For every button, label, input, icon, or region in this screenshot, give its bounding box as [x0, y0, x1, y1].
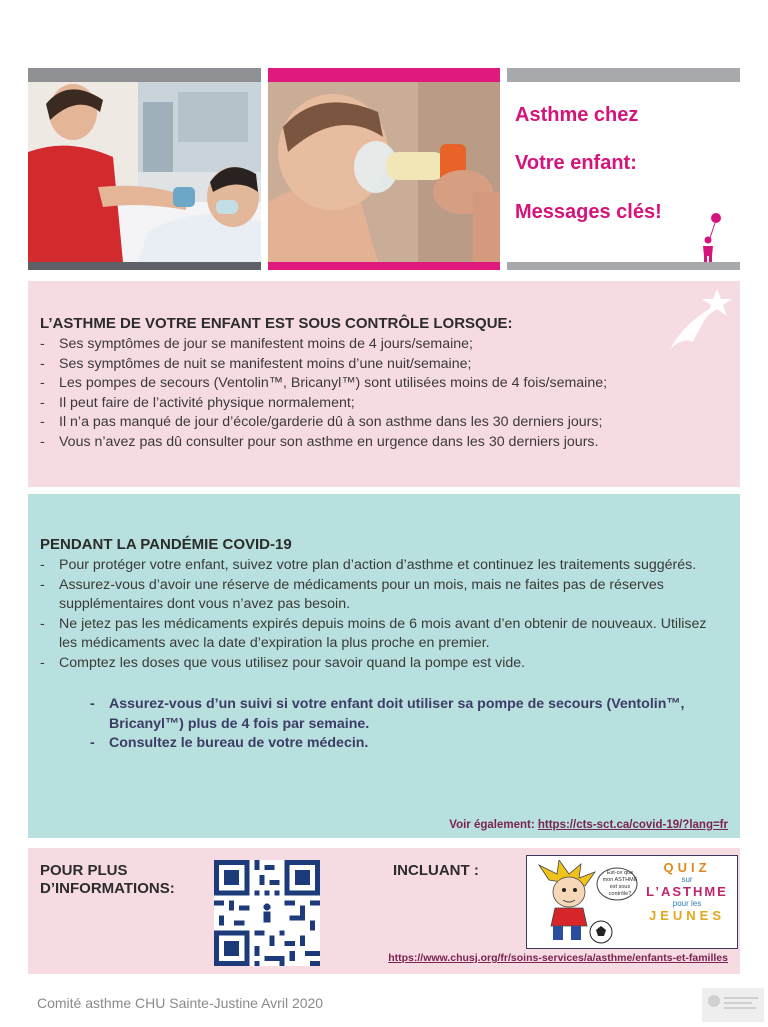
title-line-3: Messages clés! — [515, 201, 662, 223]
covid-list — [40, 556, 720, 673]
control-section — [28, 281, 740, 487]
photo-nurse-and-child-illustration — [28, 82, 261, 262]
covid-item: - Assurez-vous d’avoir une réserve de médicaments pour un mois, mais ne faites pas de réserves supplémentaires dont vous n’avez pas besoin. — [40, 576, 669, 615]
chusj-link[interactable]: https://www.chusj.org/fr/soins-services/a/asthme/enfants-et-familles — [388, 952, 728, 964]
quiz-card[interactable] — [526, 855, 738, 949]
quiz-bubble-text: Est-ce que mon ASTHME est sous contrôle? — [602, 870, 638, 897]
control-item: - Il n’a pas manqué de jour d’école/garderie dû à son asthme dans les 30 derniers jours; — [40, 413, 728, 433]
see-also-label: Voir également: — [449, 819, 535, 831]
see-also-link[interactable]: https://cts-sct.ca/covid-19/?lang=fr — [537, 819, 728, 831]
header-bottom-bar-pink — [268, 262, 500, 270]
header-bottom-bar-gray-right — [507, 262, 740, 270]
header-bar-pink-middle — [268, 68, 500, 82]
including-label: INCLUANT : — [393, 862, 479, 879]
quiz-line-1: QUIZ — [663, 860, 711, 875]
covid-item: - Pour protéger votre enfant, suivez votre plan d’action d’asthme et continuez les traitements suggérés. — [40, 556, 720, 576]
covid-sub-item: - Assurez-vous d’un suivi si votre enfant doit utiliser sa pompe de secours (Ventolin™, Bricanyl™) plus de 4 fois par semaine. — [90, 695, 710, 734]
info-section — [28, 848, 740, 974]
girl-with-balloon-icon — [700, 212, 722, 262]
quiz-title — [639, 860, 735, 923]
covid-sub-list — [90, 695, 710, 754]
covid-heading: PENDANT LA PANDÉMIE COVID-19 — [40, 536, 292, 553]
title-line-1: Asthme chez — [515, 104, 639, 126]
title-line-2: Votre enfant: — [515, 152, 637, 174]
photo-toddler-inhaler-illustration — [268, 82, 500, 262]
chusj-logo — [702, 988, 764, 1022]
header-bar-gray-right — [507, 68, 740, 82]
covid-item: - Ne jetez pas les médicaments expirés depuis moins de 6 mois avant d’en obtenir de nouveaux. Utilisez les médicaments avec la date d’expiration la plus proche en premier. — [40, 615, 720, 654]
control-item: - Ses symptômes de jour se manifestent moins de 4 jours/semaine; — [40, 335, 728, 355]
covid-item: - Comptez les doses que vous utilisez pour savoir quand la pompe est vide. — [40, 654, 720, 674]
footer-credit: Comité asthme CHU Sainte-Justine Avril 2020 — [37, 995, 324, 1011]
photo-toddler-inhaler — [268, 82, 500, 262]
see-also — [449, 819, 728, 831]
control-heading: L’ASTHME DE VOTRE ENFANT EST SOUS CONTRÔLE LORSQUE: — [40, 315, 513, 332]
quiz-line-5: JEUNES — [648, 908, 726, 923]
qr-code-image — [214, 860, 320, 966]
covid-sub-item: - Consultez le bureau de votre médecin. — [90, 734, 710, 754]
quiz-line-3: L’ASTHME — [646, 884, 728, 899]
photo-nurse-and-child — [28, 82, 261, 262]
covid-section — [28, 494, 740, 838]
header-bottom-bar-gray-left — [28, 262, 261, 270]
info-label: POUR PLUS D’INFORMATIONS: — [40, 862, 175, 897]
quiz-line-4: pour les — [672, 899, 702, 908]
control-item: - Les pompes de secours (Ventolin™, Bricanyl™) sont utilisées moins de 4 fois/semaine; — [40, 374, 728, 394]
control-item: - Ses symptômes de nuit se manifestent moins d’une nuit/semaine; — [40, 355, 728, 375]
control-item: - Vous n’avez pas dû consulter pour son asthme en urgence dans les 30 derniers jours. — [40, 433, 728, 453]
qr-code[interactable] — [214, 860, 320, 966]
header-bar-gray-left — [28, 68, 261, 82]
quiz-line-2: sur — [681, 875, 693, 884]
control-item: - Il peut faire de l’activité physique normalement; — [40, 394, 728, 414]
control-list — [40, 335, 728, 452]
